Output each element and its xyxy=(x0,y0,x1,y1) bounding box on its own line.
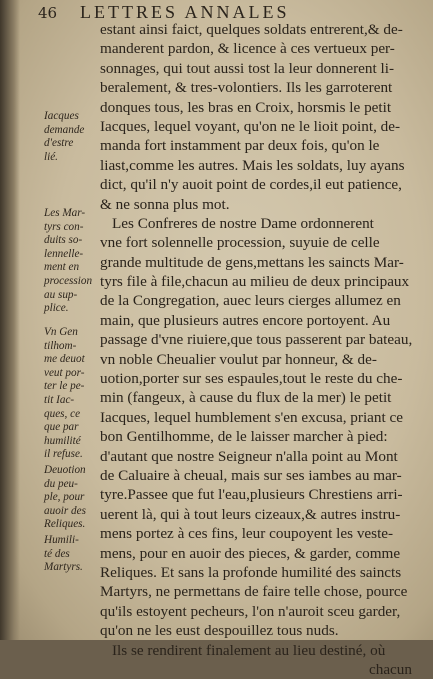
text-line: mens portez à ces fins, leur coupoyent les veste- xyxy=(100,525,394,543)
margin-note xyxy=(44,110,84,164)
text-line: vne fort solennelle procession, suyuie de celle xyxy=(100,234,380,252)
text-line: donques tous, les bras en Croix, horsmis le petit xyxy=(100,98,392,116)
margin-note-line: Vn Gen xyxy=(44,326,78,338)
margin-note-line: plice. xyxy=(44,302,69,315)
margin-note-line: lié. xyxy=(44,150,58,163)
margin-note xyxy=(44,464,86,532)
text-line: uerent là, qui à tout leurs cizeaux,& autres instru- xyxy=(100,505,401,523)
margin-note-line: Deuotion xyxy=(44,464,86,476)
text-line: Iacques, lequel humblement s'en excusa, priant ce xyxy=(100,408,403,426)
margin-note-line: me deuot xyxy=(44,353,85,366)
text-line: vn noble Cheualier voulut par honneur, & de- xyxy=(100,350,377,368)
catchword: chacun xyxy=(368,660,412,678)
text-line: main, que plusieurs autres encore portoyent. Au xyxy=(100,311,391,329)
margin-note xyxy=(44,326,85,462)
text-line: tyre.Passee que fut l'eau,plusieurs Chrestiens arri- xyxy=(100,486,403,504)
text-line: min (fangeux, à cause du flux de la mer) le petit xyxy=(100,389,392,407)
margin-note-line: demande xyxy=(44,123,85,136)
text-line: beralement, & tres-volontiers. Ils les garroterent xyxy=(100,79,393,97)
margin-note-line: tyrs con- xyxy=(44,220,84,233)
margin-note-line: té des xyxy=(44,547,70,560)
margin-note-line: que par xyxy=(44,421,79,434)
text-line: & ne sonna plus mot. xyxy=(100,195,230,213)
margin-note-line: veut por- xyxy=(44,366,85,379)
margin-note-line: auoir des xyxy=(44,504,86,517)
margin-note-line: duits so- xyxy=(44,234,83,247)
text-line: qu'on ne les eust despouillez tous nuds. xyxy=(100,622,339,640)
margin-note-line: Humili- xyxy=(44,534,79,546)
margin-note-line: procession xyxy=(44,274,93,287)
text-line: sonnages, qui tout aussi tost la leur donnerent li- xyxy=(100,59,394,77)
margin-note-line: il refuse. xyxy=(44,448,83,461)
margin-note-line: tit Iac- xyxy=(44,393,75,406)
margin-note-line: ple, pour xyxy=(44,491,85,504)
margin-note-line: du peu- xyxy=(44,477,78,490)
text-line: manderent pardon, & licence à ces vertueux per- xyxy=(100,40,395,58)
text-line: Ils se rendirent finalement au lieu destiné, où xyxy=(112,641,386,659)
page-number: 46 xyxy=(38,4,58,22)
text-line: passage d'vne riuiere,que tous passerent par bateau, xyxy=(100,331,413,349)
margin-note-line: lennelle- xyxy=(44,247,84,260)
margin-note-line: d'estre xyxy=(44,137,74,150)
text-line: dict, qu'il n'y auoit point de cordes,il eut patience, xyxy=(100,176,402,194)
text-line: manda fort instamment par deux fois, qu'on le xyxy=(100,137,380,155)
margin-note-line: Iacques xyxy=(44,110,79,122)
text-line: Les Confreres de nostre Dame ordonnerent xyxy=(112,214,374,232)
text-line: liast,comme les autres. Mais les soldats, luy ayans xyxy=(100,156,405,174)
margin-note xyxy=(44,207,92,316)
margin-note-line: Martyrs. xyxy=(44,561,83,574)
text-line: uotion,porter sur ses espaules,tout le reste du che- xyxy=(100,370,403,388)
margin-note-line: ter le pe- xyxy=(44,380,85,393)
text-line: tyrs file à file,chacun au milieu de deux principaux xyxy=(100,273,410,291)
margin-note-line: Les Mar- xyxy=(44,207,86,219)
text-line: de Caluaire à cheual, mais sur ses iambes au mar- xyxy=(100,466,402,484)
margin-note-line: ment en xyxy=(44,261,80,274)
book-gutter-shadow xyxy=(0,0,20,640)
text-line: Iacques, lequel voyant, qu'on ne le lioit point, de- xyxy=(100,117,401,135)
text-line: bon Gentilhomme, de le laisser marcher à pied: xyxy=(100,428,388,446)
text-line: de la Congregation, auec leurs cierges allumez en xyxy=(100,292,401,310)
margin-note-line: humilité xyxy=(44,434,81,447)
text-line: mens, pour en auoir des pieces, & garder, comme xyxy=(100,544,401,562)
margin-note-line: ques, ce xyxy=(44,407,81,420)
running-title: LETTRES ANNALES xyxy=(80,2,290,22)
margin-note-line: Reliques. xyxy=(44,518,86,531)
text-line: estant ainsi faict, quelques soldats entrerent,& de- xyxy=(100,21,403,38)
text-line: qu'ils estoyent pecheurs, l'on n'auroit sceu garder, xyxy=(100,602,401,620)
margin-note-line: au sup- xyxy=(44,288,78,301)
margin-note xyxy=(44,534,83,575)
text-line: Reliques. Et sans la profonde humilité des saincts xyxy=(100,563,402,581)
text-line: Martyrs, ne permettans de faire telle chose, pource xyxy=(100,583,408,601)
margin-note-line: tilhom- xyxy=(44,339,77,352)
text-line: d'autant que nostre Seigneur n'alla point au Mont xyxy=(100,447,398,465)
body-text xyxy=(100,20,418,679)
text-line: grande multitude de gens,mettans les saincts Mar- xyxy=(100,253,404,271)
